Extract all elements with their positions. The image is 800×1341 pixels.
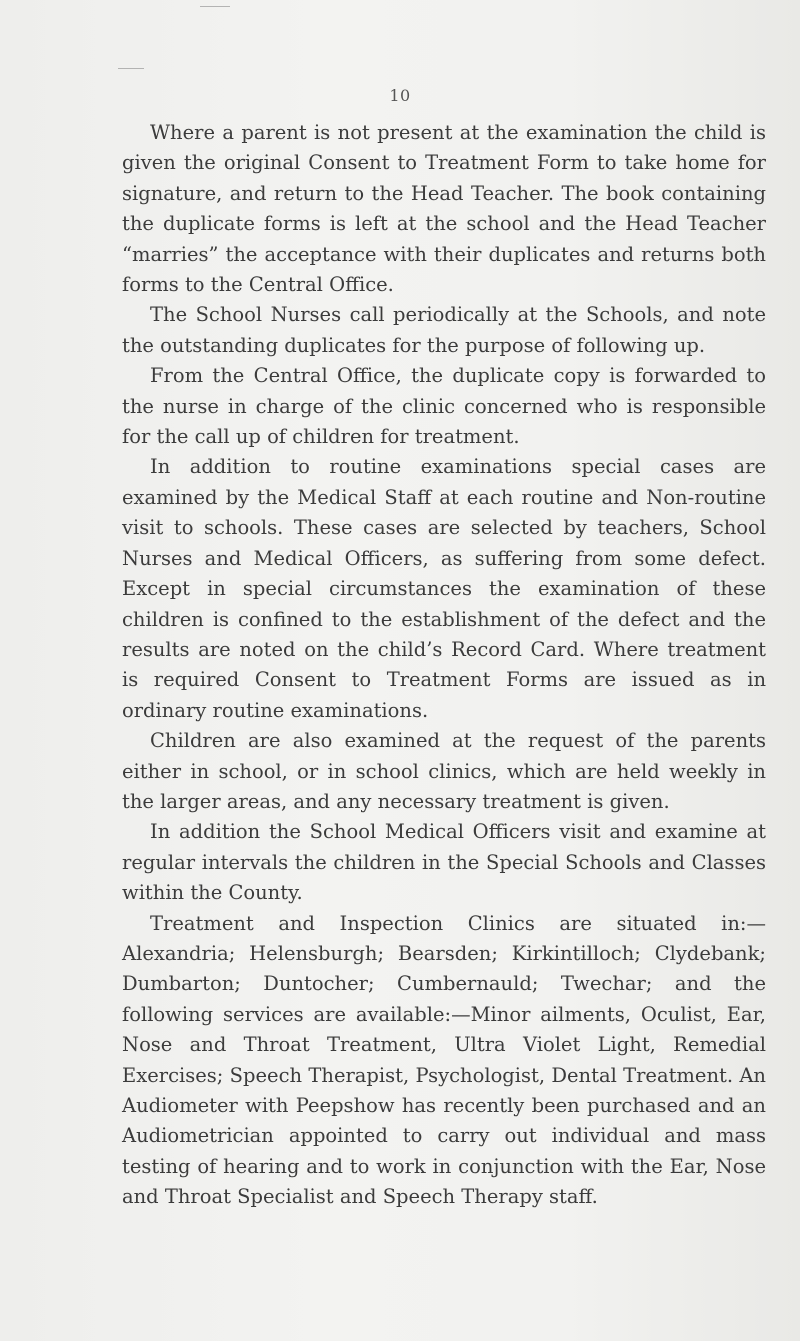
paragraph-parent-requests: Children are also examined at the request of the parents either in school, or in school clinics, which are held weekly in the larger areas, and any necessary treatment is given.	[122, 729, 766, 813]
body-text	[122, 118, 766, 1213]
page-number: 10	[389, 86, 411, 105]
paragraph-central-office: From the Central Office, the duplicate copy is forwarded to the nurse in charge of the clinic concerned who is responsible for the call up of children for treatment.	[122, 364, 766, 449]
scan-mark	[118, 68, 144, 69]
scan-mark	[200, 6, 230, 7]
paragraph-school-nurses: The School Nurses call periodically at the Schools, and note the outstanding duplicates for the purpose of following up.	[122, 303, 766, 357]
paragraph-consent-form: Where a parent is not present at the examination the child is given the original Consent to Treatment Form to take home for signature, and return to the Head Teacher. The book containing the duplicate forms is left at the school and the Head Teacher “marries” the acceptance with their duplicates and returns both forms to the Central Office.	[122, 121, 766, 297]
paragraph-special-schools: In addition the School Medical Officers visit and examine at regular intervals the children in the Special Schools and Classes within the County.	[122, 820, 766, 905]
paragraph-clinics: Treatment and Inspection Clinics are situated in:— Alexandria; Helensburgh; Bearsden; Kirkintilloch; Clydebank; Dumbarton; Duntocher; Cumbernauld; Twechar; and the following services are available:—Minor ailments, Oculist, Ear, Nose and Throat Treatment, Ultra Violet Light, Remedial Exercises; Speech Therapist, Psychologist, Dental Treatment. An Audiometer with Peepshow has recently been purchased and an Audiometrician appointed to carry out individual and mass testing of hearing and to work in conjunction with the Ear, Nose and Throat Specialist and Speech Therapy staff.	[122, 911, 766, 1209]
paragraph-special-cases: In addition to routine examinations special cases are examined by the Medical Staff at each routine and Non-routine visit to schools. These cases are selected by teachers, School Nurses and Medical Officers, as suffering from some defect. Except in special circumstances the examination of these children is confined to the establishment of the defect and the results are noted on the child’s Record Card. Where treatment is required Consent to Treatment Forms are issued as in ordinary routine examinations.	[122, 455, 766, 722]
